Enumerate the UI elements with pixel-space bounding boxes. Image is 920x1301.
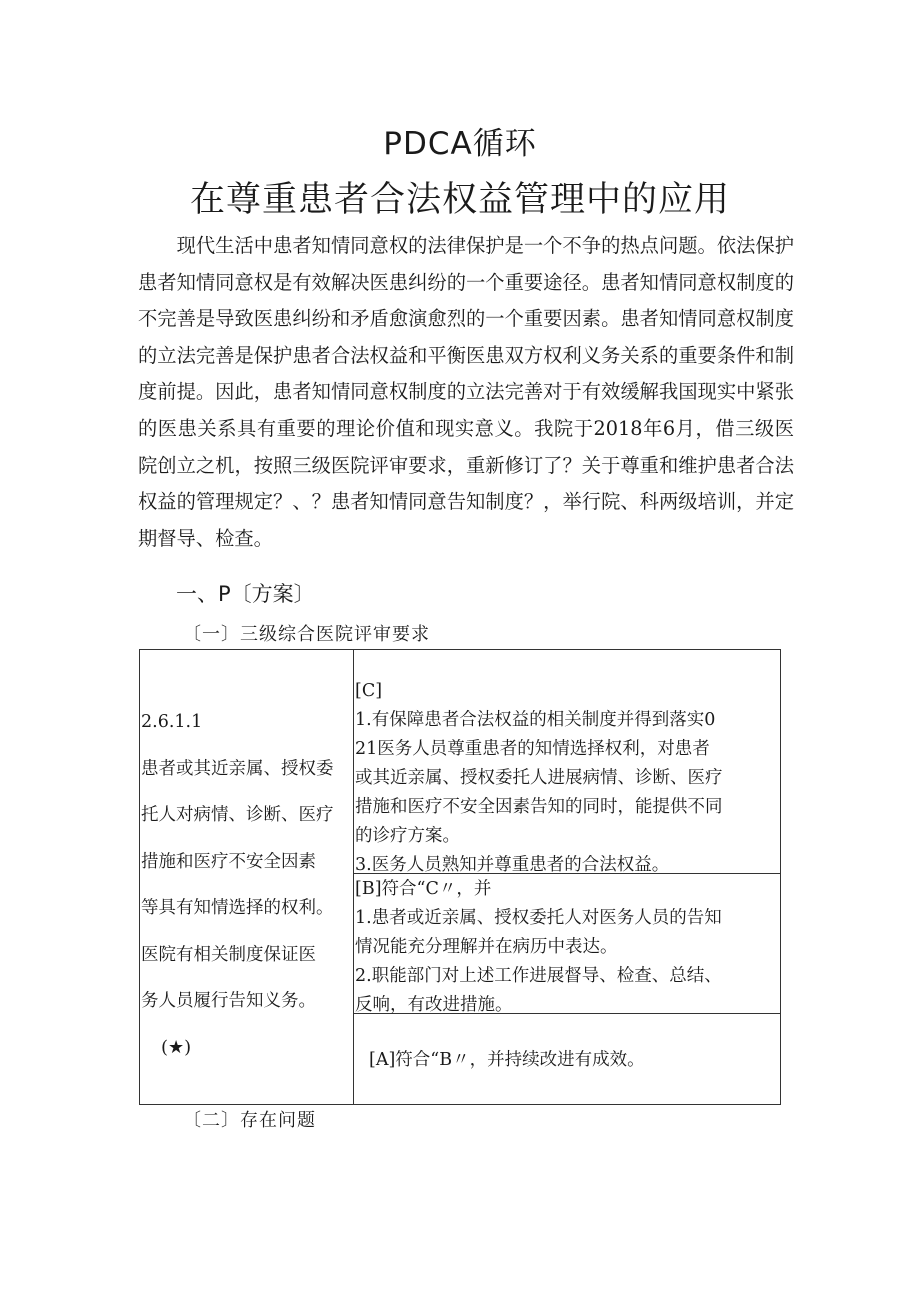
document-title-line2: 在尊重患者合法权益管理中的应用 (189, 180, 730, 220)
grade-a-line: [A]符合“B〃，并持续改进有成效。 (369, 1050, 645, 1070)
grade-b-line: 情况能充分理解并在病历中表达。 (355, 937, 618, 957)
grade-c-line: 21医务人员尊重患者的知情选择权利，对患者 (355, 739, 710, 759)
standard-line: 措施和医疗不安全因素 (141, 851, 316, 872)
section-heading-plan: 一、P〔方案〕 (176, 582, 315, 606)
requirements-table (139, 649, 781, 1105)
intro-paragraph: 现代生活中患者知情同意权的法律保护是一个不争的热点问题。依法保护患者知情同意权是有效解决医患纠纷的一个重要途径。患者知情同意权制度的不完善是导致医患纠纷和矛盾愈演愈烈的一个重要因素。患者知情同意权制度的立法完善是保护患者合法权益和平衡医患双方权利义务关系的重要条件和制度前提。因此，患者知情同意权制度的立法完善对于有效缓解我国现实中紧张的医患关系具有重要的理论价值和现实意义。我院于2018年6月，借三级医院创立之机，按照三级医院评审要求，重新修订了？关于尊重和维护患者合法权益的管理规定？、？患者知情同意告知制度？，举行院、科两级培训，并定期督导、检查。 (138, 234, 794, 550)
grade-c-text (355, 677, 777, 880)
grade-b-line: 2.职能部门对上述工作进展督导、检查、总结、 (355, 966, 722, 986)
grade-c-line: [C] (355, 681, 383, 701)
grade-b-text (355, 875, 777, 1020)
grade-b-line: [B]符合“C〃，并 (355, 879, 492, 899)
subsection-heading-problems: 〔二〕存在问题 (183, 1110, 316, 1131)
core-item-star-mark: (★) (161, 1037, 192, 1058)
standard-text (141, 699, 351, 1025)
standard-line: 务人员履行告知义务。 (141, 991, 316, 1011)
grade-c-line: 3.医务人员熟知并尊重患者的合法权益。 (355, 855, 670, 875)
grade-c-line: 1.有保障患者合法权益的相关制度并得到落实0 (355, 710, 716, 730)
standard-line: 2.6.1.1 (141, 712, 203, 732)
grade-a-text (369, 1046, 791, 1075)
standard-line: 患者或其近亲属、授权委 (141, 758, 334, 779)
grade-c-line: 或其近亲属、授权委托人进展病情、诊断、医疗 (355, 768, 723, 788)
subsection-heading-requirements: 〔一〕三级综合医院评审要求 (183, 624, 430, 645)
standard-line: 等具有知情选择的权利。 (141, 898, 334, 918)
standard-line: 医院有相关制度保证医 (141, 944, 316, 965)
standard-line: 托人对病情、诊断、医疗 (141, 805, 334, 825)
grade-b-line: 1.患者或近亲属、授权委托人对医务人员的告知 (355, 908, 722, 928)
document-title-line1: PDCA循环 (383, 126, 537, 162)
grade-c-line: 的诊疗方案。 (355, 826, 460, 846)
grade-b-line: 反响，有改进措施。 (355, 995, 513, 1015)
grade-c-line: 措施和医疗不安全因素告知的同时，能提供不同 (355, 797, 723, 817)
